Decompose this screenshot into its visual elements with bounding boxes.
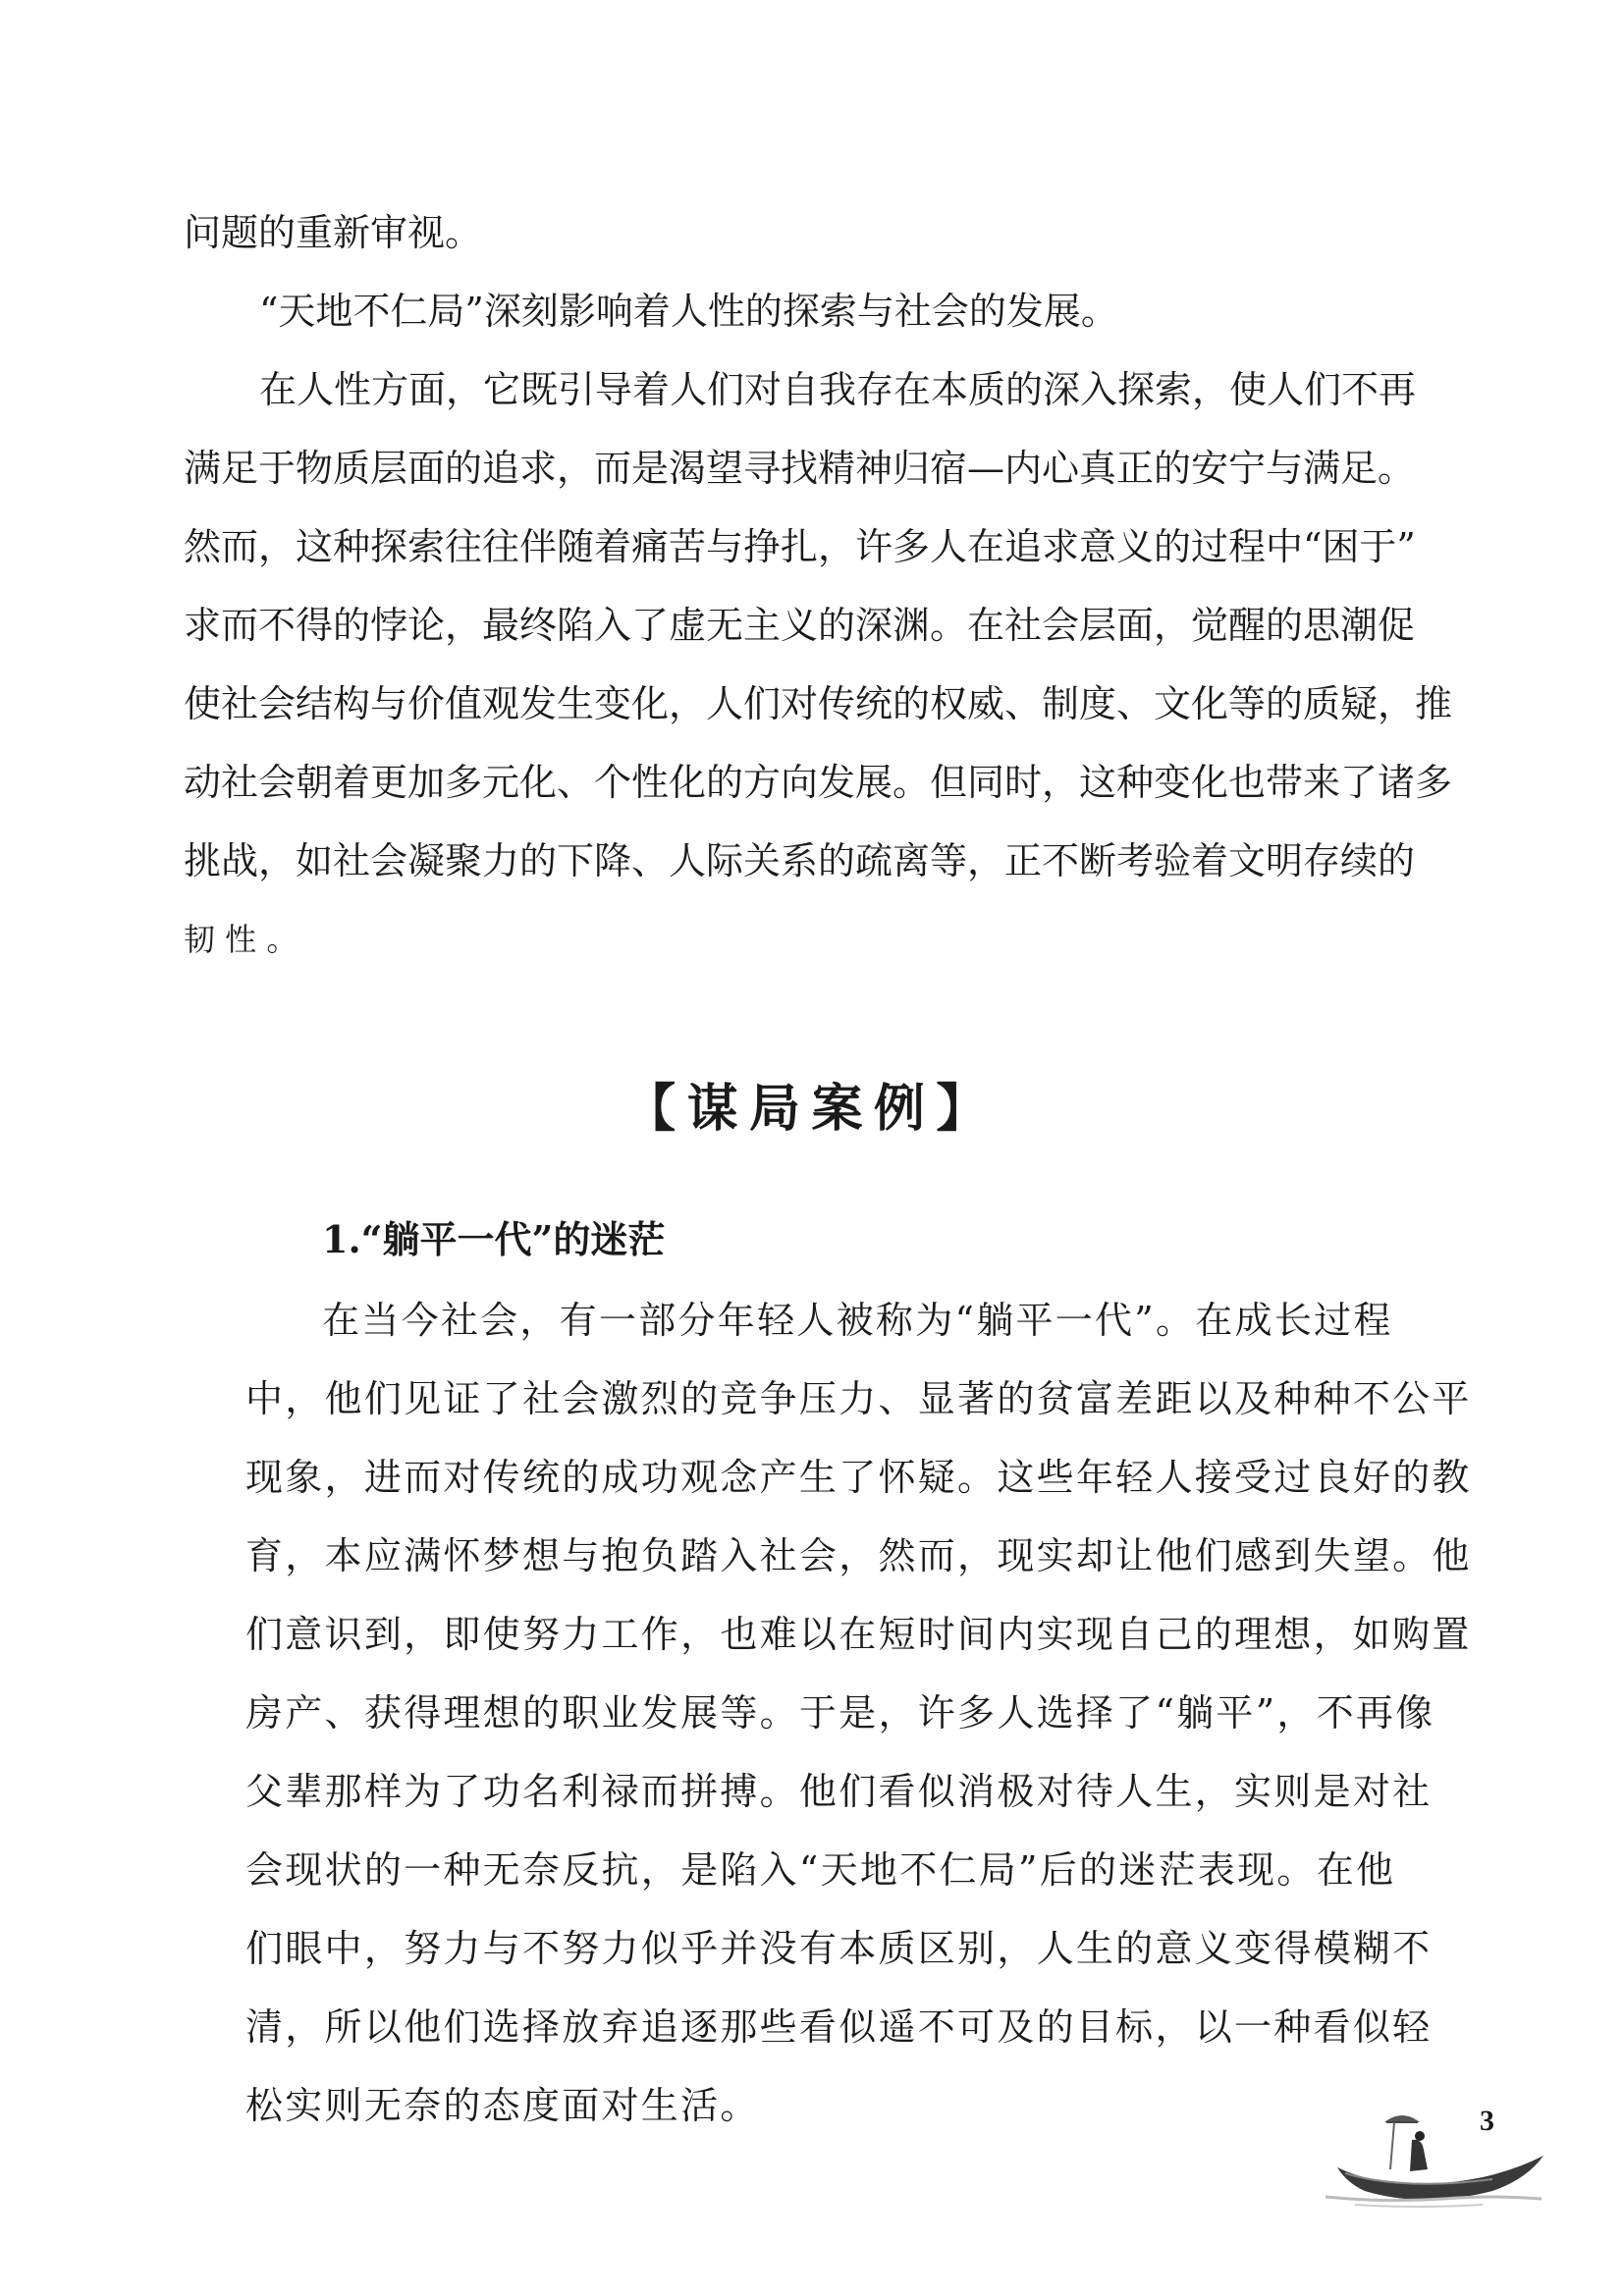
para-body-line: 满足于物质层面的追求，而是渴望寻找精神归宿—内心真正的安宁与满足。	[184, 447, 1416, 490]
case-body-line: 会现状的一种无奈反抗，是陷入“天地不仁局”后的迷茫表现。在他	[245, 1848, 1396, 1892]
case-body-line: 们意识到，即使努力工作，也难以在短时间内实现自己的理想，如购置	[245, 1613, 1472, 1656]
case-body-line: 松实则无奈的态度面对生活。	[245, 2084, 760, 2127]
para-heading-line: “天地不仁局”深刻影响着人性的探索与社会的发展。	[259, 290, 1118, 333]
para-body-line: 求而不得的悖论，最终陷入了虚无主义的深渊。在社会层面，觉醒的思潮促	[184, 604, 1416, 647]
para-body-line: 使社会结构与价值观发生变化，人们对传统的权威、制度、文化等的质疑，推	[184, 682, 1453, 725]
case-body-line: 现象，进而对传统的成功观念产生了怀疑。这些年轻人接受过良好的教	[245, 1456, 1472, 1499]
section-title: 【谋局案例】	[624, 1079, 999, 1139]
boat-fisherman-ink-icon	[1325, 2101, 1551, 2209]
case-body-line: 中，他们见证了社会激烈的竞争压力、显著的贫富差距以及种种不公平	[245, 1377, 1472, 1420]
para-body-line: 挑战，如社会凝聚力的下降、人际关系的疏离等，正不断考验着文明存续的	[184, 839, 1416, 882]
para-body-line: 在人性方面，它既引导着人们对自我存在本质的深入探索，使人们不再	[259, 368, 1417, 411]
case-body-line: 育，本应满怀梦想与抱负踏入社会，然而，现实却让他们感到失望。他	[245, 1534, 1472, 1577]
intro-tail-line: 问题的重新审视。	[184, 211, 483, 254]
para-body-line: 动社会朝着更加多元化、个性化的方向发展。但同时，这种变化也带来了诸多	[184, 761, 1453, 804]
case-body-line: 在当今社会，有一部分年轻人被称为“躺平一代”。在成长过程	[322, 1299, 1393, 1342]
para-body-line: 韧 性 。	[184, 921, 298, 958]
para-body-line: 然而，这种探索往往伴随着痛苦与挣扎，许多人在追求意义的过程中“困于”	[184, 525, 1416, 568]
page-number: 3	[1480, 2105, 1494, 2137]
case-body-line: 房产、获得理想的职业发展等。于是，许多人选择了“躺平”，不再像	[245, 1691, 1435, 1735]
case-title: 1.“躺平一代”的迷茫	[322, 1217, 666, 1261]
case-body-line: 清，所以他们选择放弃追逐那些看似遥不可及的目标，以一种看似轻	[245, 2005, 1433, 2049]
case-body-line: 们眼中，努力与不努力似乎并没有本质区别，人生的意义变得模糊不	[245, 1927, 1433, 1970]
case-body-line: 父辈那样为了功名利禄而拼搏。他们看似消极对待人生，实则是对社	[245, 1770, 1433, 1813]
